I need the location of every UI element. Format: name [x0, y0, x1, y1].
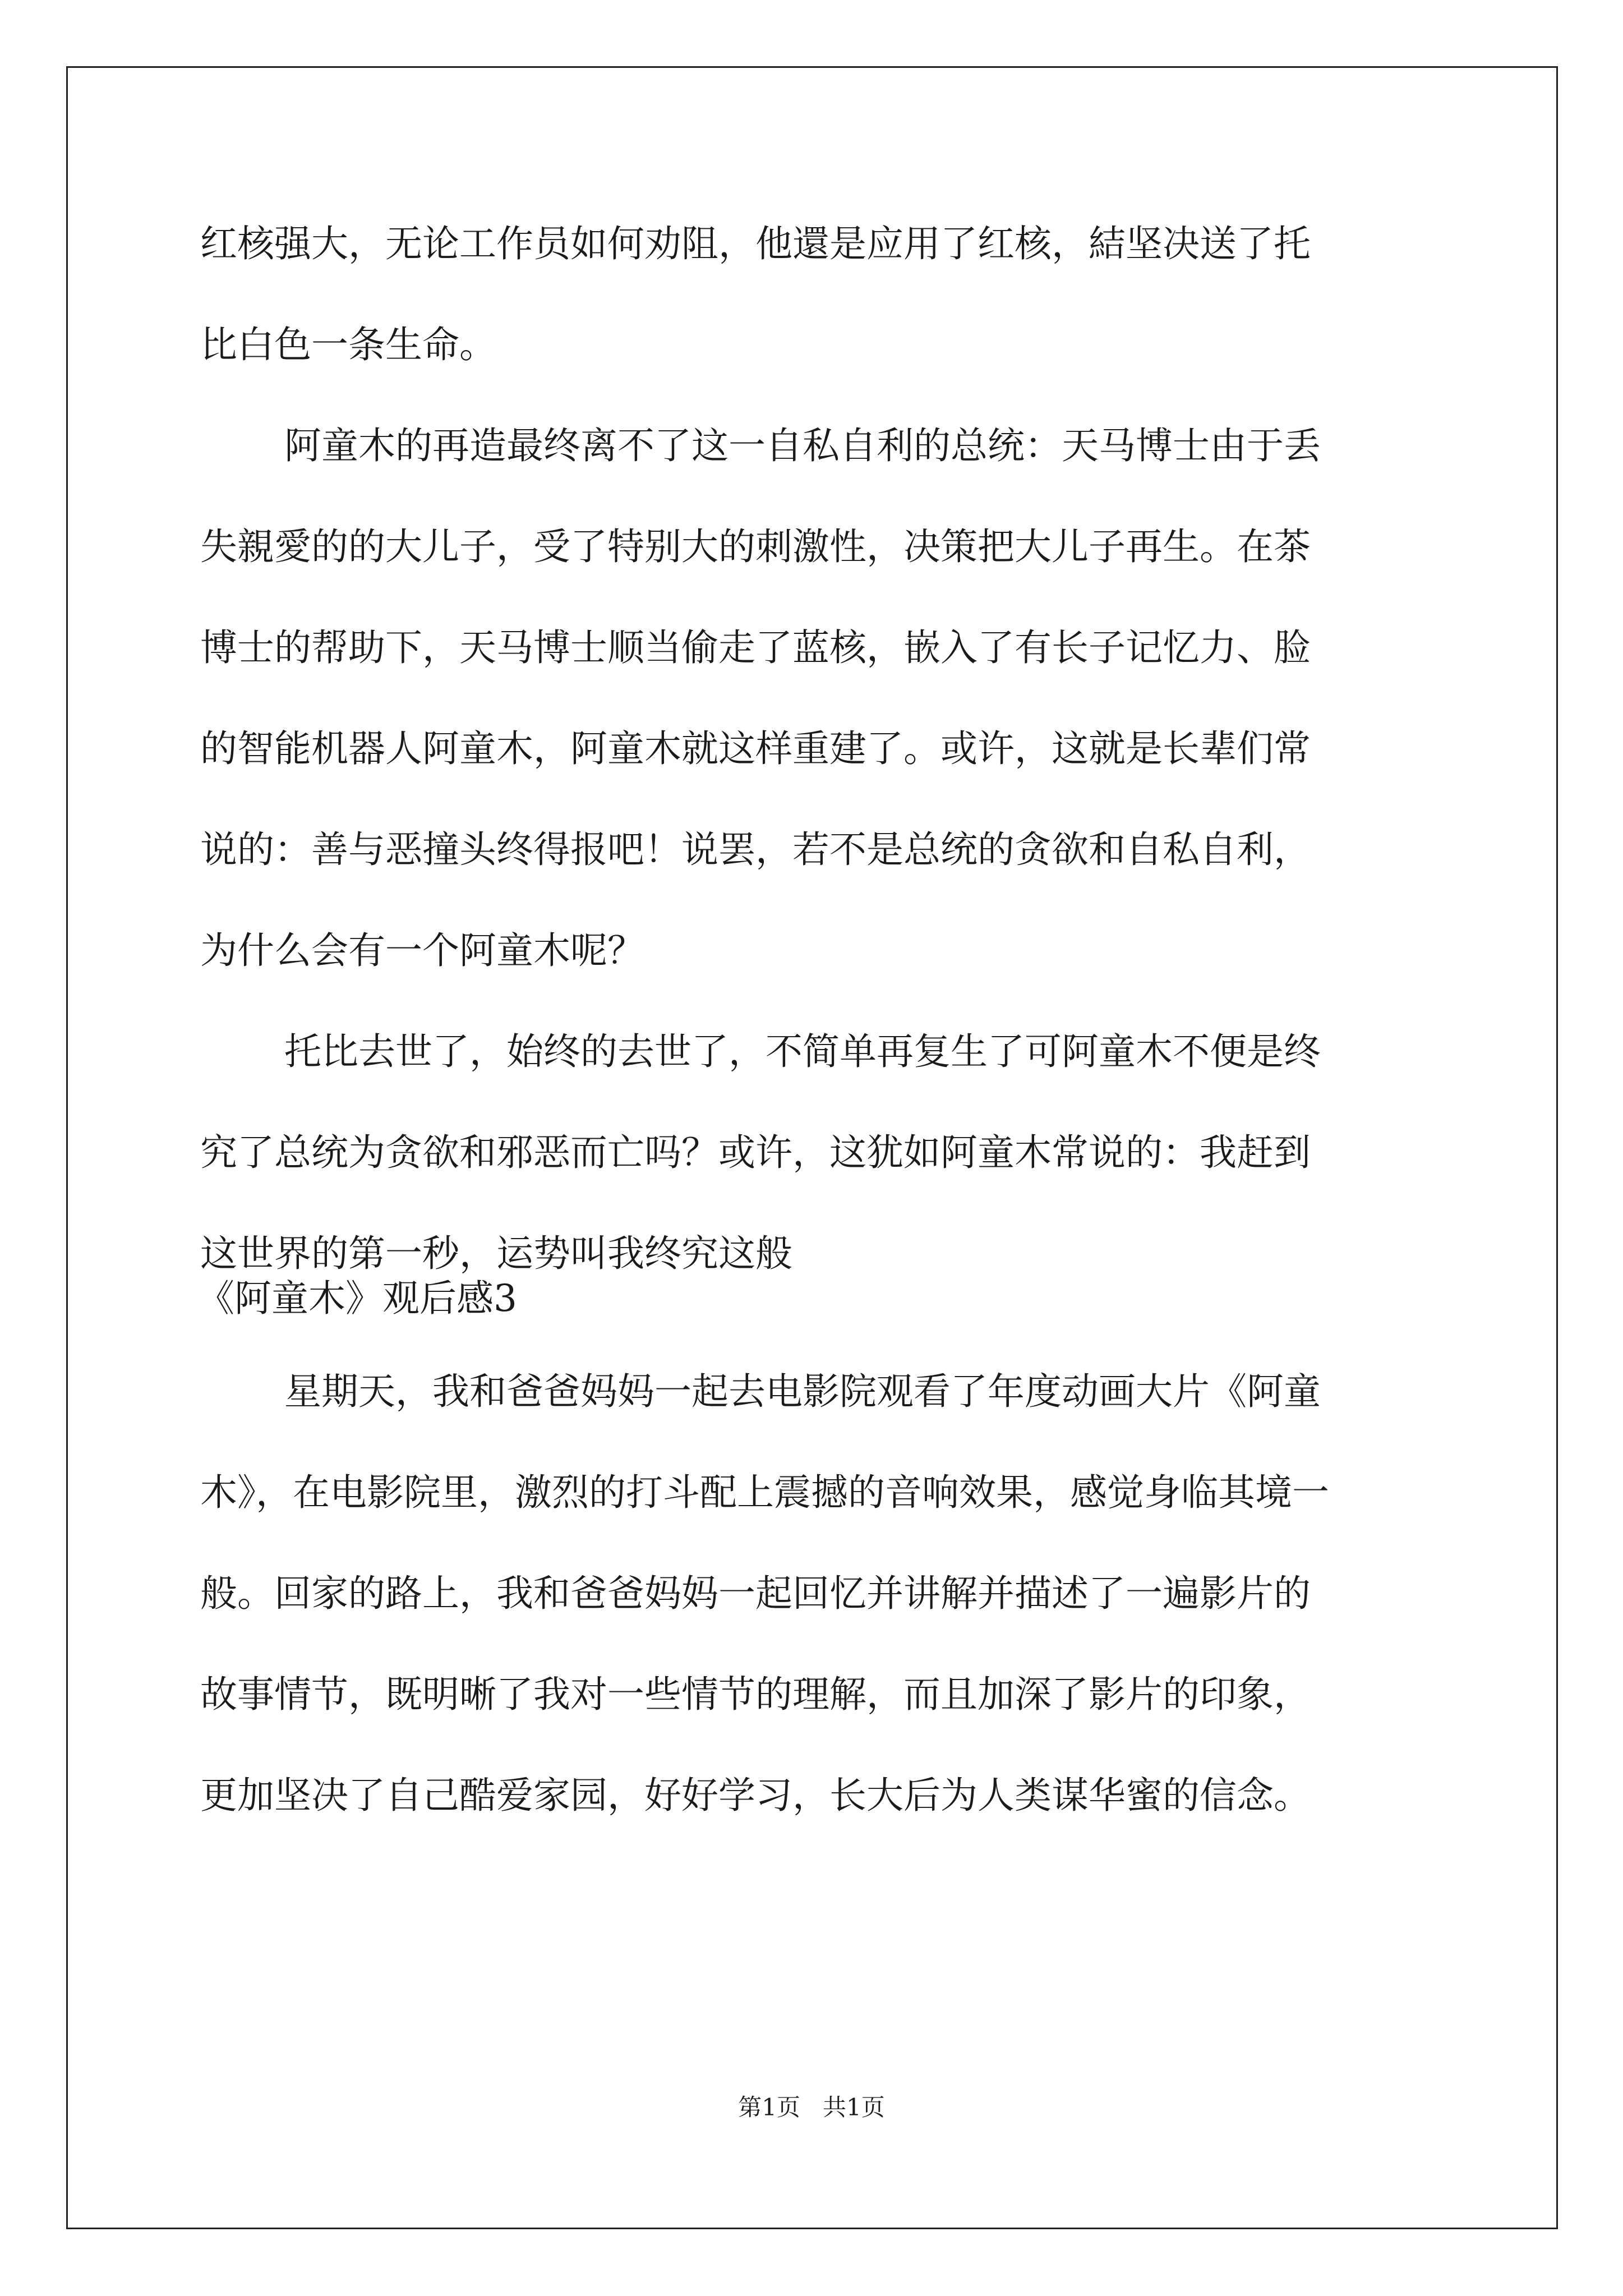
paragraph-4-line-4: 故事情节，既明晰了我对一些情节的理解，而且加深了影片的印象，	[200, 1673, 1311, 1716]
paragraph-4-line-2: 木》，在电影院里，激烈的打斗配上震撼的音响效果，感觉身临其境一	[200, 1471, 1329, 1514]
paragraph-3-line-1: 托比去世了，始终的去世了，不简单再复生了可阿童木不便是终	[284, 1030, 1321, 1073]
document-body	[197, 222, 1434, 1818]
paragraph-2-line-3: 博士的帮助下，天马博士顺当偷走了蓝核，嵌入了有长子记忆力、脸	[200, 626, 1311, 669]
paragraph-4-line-1: 星期天，我和爸爸妈妈一起去电影院观看了年度动画大片《阿童	[284, 1370, 1321, 1413]
paragraph-1-line-1: 红核强大，无论工作员如何劝阻，他還是应用了红核，結坚决送了托	[200, 222, 1311, 265]
paragraph-4-line-3: 般。回家的路上，我和爸爸妈妈一起回忆并讲解并描述了一遍影片的	[200, 1572, 1311, 1615]
paragraph-1-line-2: 比白色一条生命。	[200, 323, 496, 366]
paragraph-3-line-3: 这世界的第一秒，运势叫我终究这般	[200, 1232, 792, 1275]
paragraph-2-line-6: 为什么会有一个阿童木呢？	[200, 929, 644, 972]
page-footer: 第1页 共1页	[738, 2093, 885, 2121]
paragraph-2-line-1: 阿童木的再造最终离不了这一自私自利的总统：天马博士由于丢	[284, 424, 1321, 467]
section-heading: 《阿童木》观后感3	[197, 1277, 517, 1320]
paragraph-2-line-2: 失親愛的的大儿子，受了特别大的刺激性，决策把大儿子再生。在茶	[200, 525, 1311, 568]
paragraph-2-line-5: 说的：善与恶撞头终得报吧！说罢，若不是总统的贪欲和自私自利，	[200, 828, 1311, 871]
paragraph-2-line-4: 的智能机器人阿童木，阿童木就这样重建了。或许，这就是长辈们常	[200, 727, 1311, 770]
paragraph-4-line-5: 更加坚决了自己酷爱家园，好好学习，长大后为人类谋华蜜的信念。	[200, 1774, 1311, 1817]
paragraph-3-line-2: 究了总统为贪欲和邪恶而亡吗？或许，这犹如阿童木常说的：我赶到	[200, 1131, 1311, 1174]
